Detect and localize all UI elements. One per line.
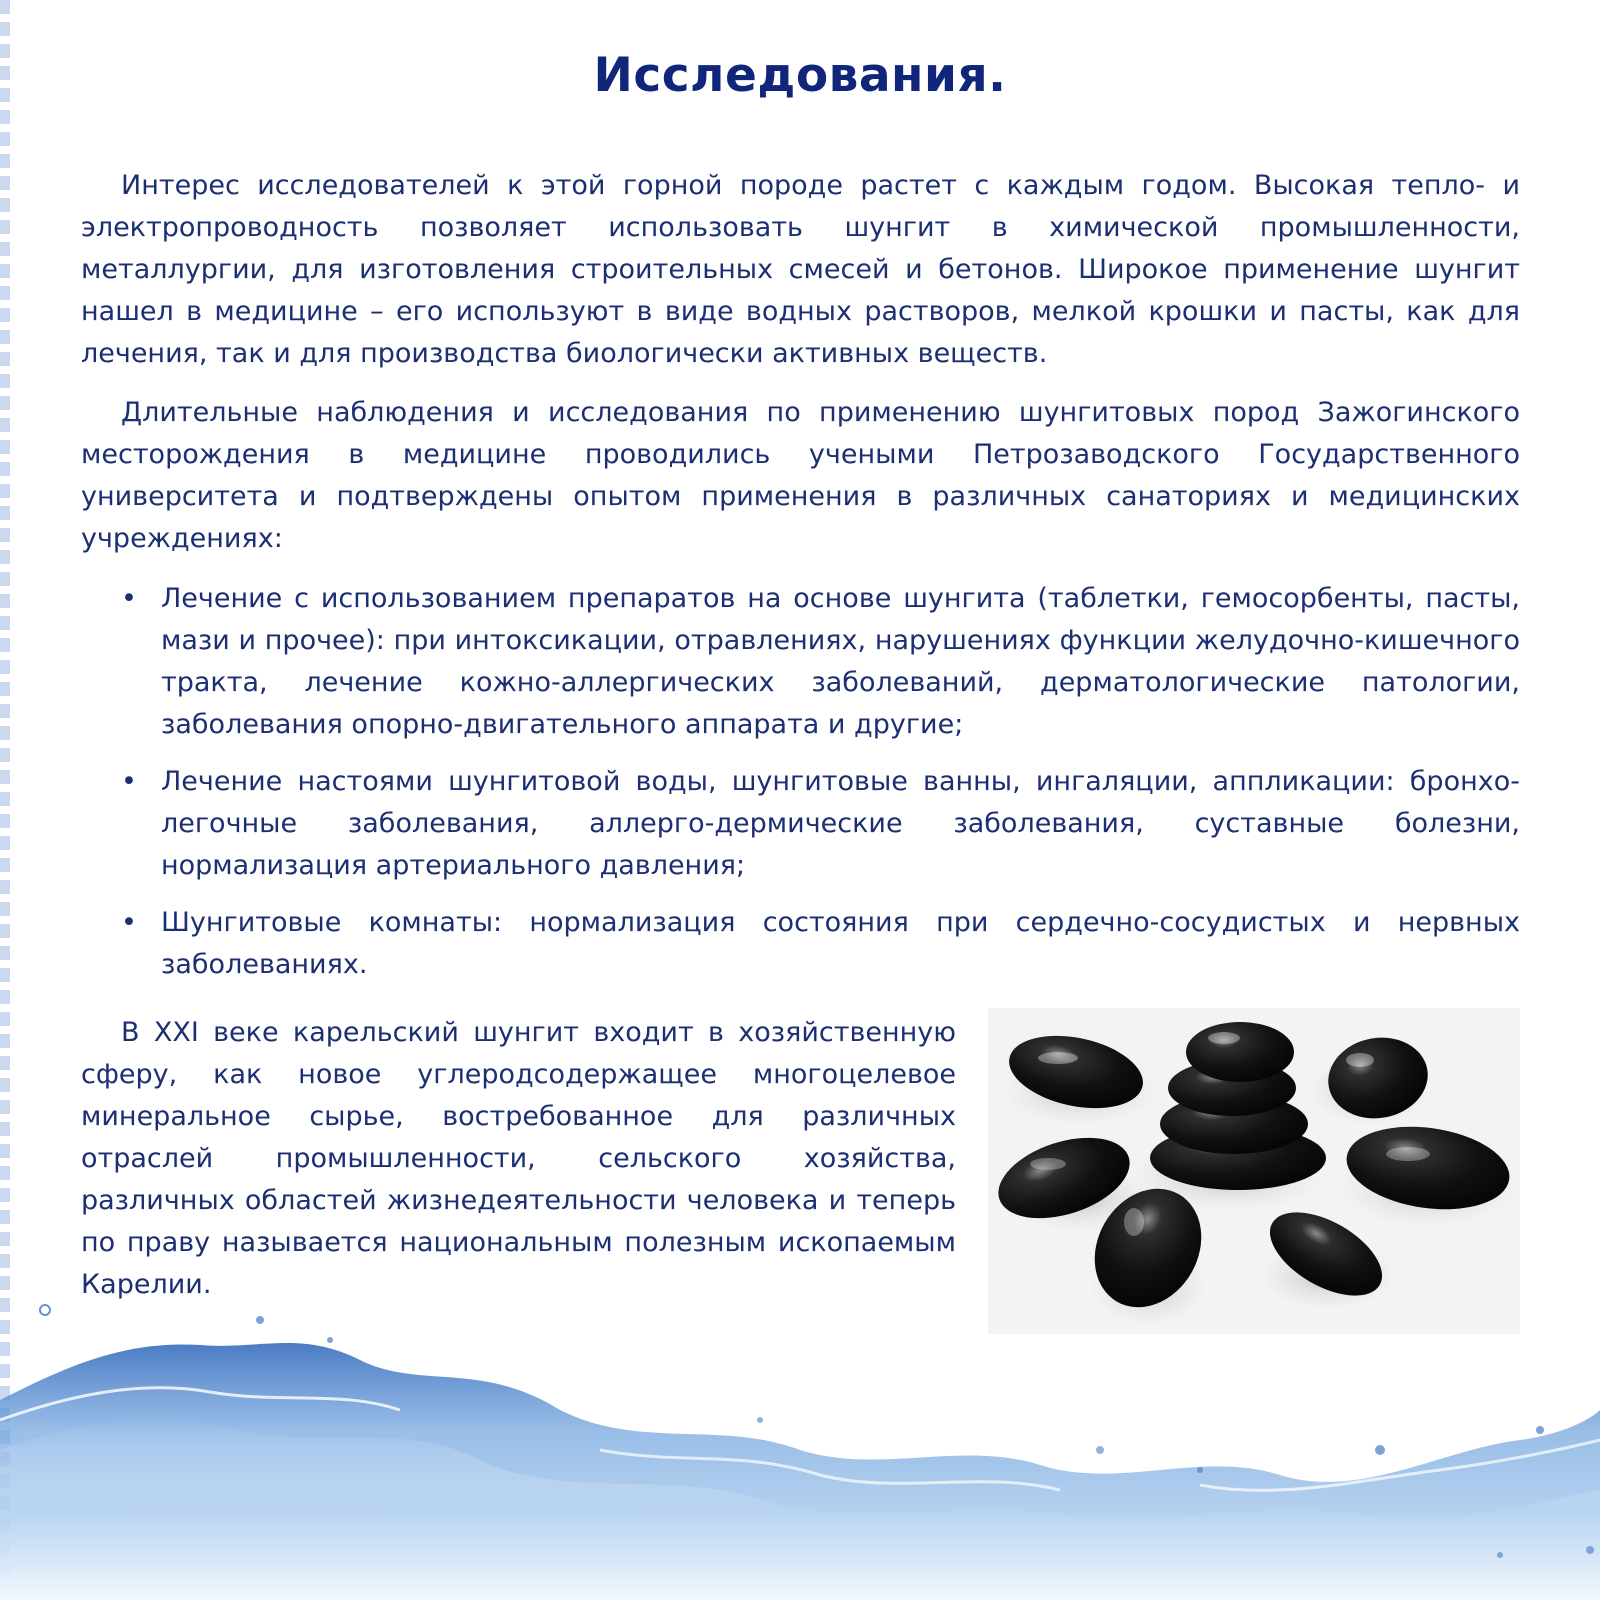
list-item-text: Лечение настоями шунгитовой воды, шунгитовые ванны, ингаляции, аппликации: бронхо-легочные заболевания, аллерго-дермические заболевания, суставные болезни, нормализация артериального давления;: [161, 766, 1520, 881]
bullet-marker: •: [121, 583, 137, 614]
page-title: Исследования.: [593, 48, 1007, 103]
shungite-stones-image: [988, 1008, 1520, 1334]
bullet-marker: •: [121, 907, 137, 938]
list-item: [81, 578, 1520, 746]
water-splash-decoration: [0, 1300, 1600, 1600]
intro-paragraph: Интерес исследователей к этой горной породе растет с каждым годом. Высокая тепло- и электропроводность позволяет использовать шунгит в химической промышленности, металлургии, для изготовления строительных смесей и бетонов. Широкое применение шунгит нашел в медицине – его используют в виде водных растворов, мелкой крошки и пасты, как для лечения, так и для производства биологически активных веществ.: [81, 170, 1520, 369]
research-paragraph: Длительные наблюдения и исследования по применению шунгитовых пород Зажогинского месторождения в медицине проводились учеными Петрозаводского Государственного университета и подтверждены опытом применения в различных санаториях и медицинских учреждениях:: [81, 397, 1520, 554]
list-item-text: Лечение с использованием препаратов на основе шунгита (таблетки, гемосорбенты, пасты, мази и прочее): при интоксикации, отравлениях, нарушениях функции желудочно-кишечного тракта, лечение кожно-аллергических заболеваний, дерматологические патологии, заболевания опорно-двигательного аппарата и другие;: [161, 583, 1520, 740]
list-item-text: Шунгитовые комнаты: нормализация состояния при сердечно-сосудистых и нервных заболеваниях.: [161, 907, 1520, 980]
list-item: [81, 902, 1520, 986]
bullet-marker: •: [121, 766, 137, 797]
list-item: [81, 761, 1520, 887]
closing-paragraph: В XXI веке карельский шунгит входит в хозяйственную сферу, как новое углеродсодержащее многоцелевое минеральное сырье, востребованное для различных отраслей промышленности, сельского хозяйства, различных областей жизнедеятельности человека и теперь по праву называется национальным полезным ископаемым Карелии.: [81, 1017, 956, 1300]
applications-list: [81, 578, 1520, 1001]
